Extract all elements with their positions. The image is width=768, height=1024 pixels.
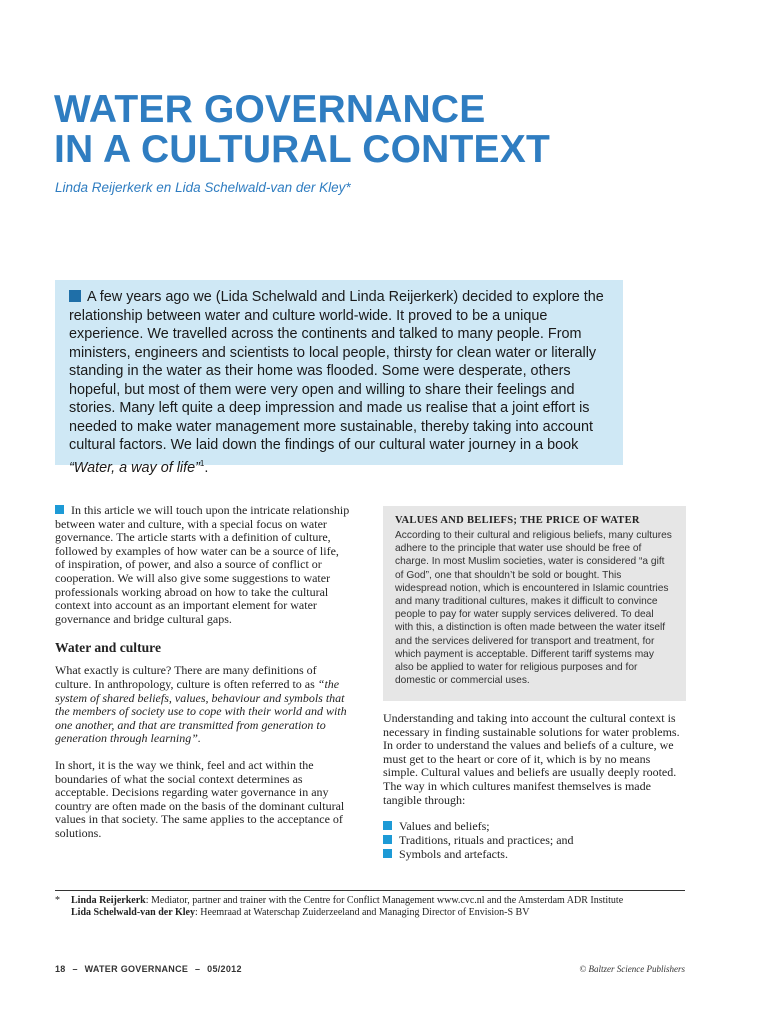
square-bullet-icon [55, 505, 64, 514]
left-paragraph-2: What exactly is culture? There are many definitions of culture. In anthropology, culture is often referred to as “the system of shared beliefs, values, behaviour and symbols that the members of society use to cope with their world and with one another, and that are transmitted from generation to generation through learning”. [55, 663, 347, 746]
right-paragraph-1: Understanding and taking into account the cultural context is necessary in finding sustainable solutions for water problems. In order to understand the values and beliefs of a culture, we must get to the heart or core of it, which is by no means simple. Cultural values and beliefs are usually deeply rooted. The way in which cultures manifest themselves is made tangible through: [383, 711, 680, 807]
square-bullet-icon [383, 835, 392, 844]
footnote-divider [55, 890, 685, 891]
left-column [55, 504, 350, 853]
square-bullet-icon [69, 290, 81, 302]
footnote [55, 895, 695, 920]
page-footer: 18 – WATER GOVERNANCE – 05/2012 [55, 964, 242, 974]
journal-name: WATER GOVERNANCE [84, 964, 189, 974]
sidebar-title: VALUES AND BELIEFS; THE PRICE OF WATER [395, 515, 640, 526]
author-name-2: Lida Schelwald-van der Kley [71, 907, 195, 919]
list-item: Symbols and artefacts. [383, 847, 683, 861]
sidebar-box [383, 506, 686, 701]
title-line-1: WATER GOVERNANCE [54, 88, 486, 131]
page-number: 18 [55, 964, 66, 974]
footnote-row-1: * Linda Reijerkerk: Mediator, partner and trainer with the Centre for Conflict Management www.cvc.nl and the Amsterdam ADR Institute [55, 895, 624, 906]
issue-number: 05/2012 [207, 964, 242, 974]
author-name-1: Linda Reijerkerk [71, 895, 146, 906]
footnote-row-2: Lida Schelwald-van der Kley: Heemraad at Waterschap Zuiderzeeland and Managing Director of Envision-S BV [71, 907, 530, 919]
authors: Linda Reijerkerk en Lida Schelwald-van der Kley* [55, 180, 351, 195]
intro-text: A few years ago we (Lida Schelwald and Linda Reijerkerk) decided to explore the relationship between water and culture world-wide. It proved to be a unique experience. We travelled across the continents and talked to many people. From ministers, engineers and scientists to local people, thirsty for clean water or literally standing in the water as their home was flooded. Some were desperate, others hopeful, but most of them were very open and willing to share their feelings and stories. Many left quite a deep impression and made us realise that a joint effort is needed to make water management more sustainable, thereby taking into account cultural factors. We laid down the findings of our cultural water journey in a book [69, 289, 604, 453]
left-paragraph-3: In short, it is the way we think, feel and act within the boundaries of what the social context determines as acceptable. Decisions regarding water governance in any country are often made on the basis of the dominant cultural values in that society. The same applies to the acceptance of solutions. [55, 757, 345, 840]
book-title: “Water, a way of life” [69, 459, 200, 476]
publisher-credit: © Baltzer Science Publishers [579, 964, 685, 974]
title-line-2: IN A CULTURAL CONTEXT [54, 128, 551, 171]
sidebar-body: According to their cultural and religious beliefs, many cultures adhere to the principle that water use should be free of charge. In most Muslim societies, water is considered “a gift of God”, one that shouldn’t be sold or bought. This widespread notion, which is encountered in Islamic countries and many traditional cultures, makes it difficult to convince people to pay for water supply services delivered. To deal with this, a distinction is often made between the water itself and the services delivered for transport and treatment, for which payment is acceptable. Different tariff systems may also be applied to water for religious purposes and for domestic or commercial uses. [395, 530, 672, 687]
section-heading: Water and culture [55, 640, 161, 656]
list-item: Values and beliefs; [383, 819, 683, 833]
intro-end: . [204, 459, 209, 476]
footnote-mark: * [55, 895, 60, 906]
intro-box [55, 280, 623, 476]
right-column [383, 712, 683, 861]
square-bullet-icon [383, 849, 392, 858]
square-bullet-icon [383, 821, 392, 830]
culture-definition-quote: “the system of shared beliefs, values, behaviour and symbols that the members of society use to cope with their world and with one another, and that are transmitted from generation to generation through learning”. [55, 676, 347, 746]
article-title [54, 90, 734, 170]
bullet-list [383, 819, 683, 861]
list-item: Traditions, rituals and practices; and [383, 833, 683, 847]
footnote-ref: 1 [199, 458, 205, 468]
left-paragraph-1: In this article we will touch upon the intricate relationship between water and culture, with a special focus on water governance. The article starts with a definition of culture, followed by examples of how water can be a source of life, of inspiration, of power, and also a source of conflict or cooperation. We will also give some suggestions to water professionals working abroad on how to take the cultural context into account as an important element for water governance and bridge cultural gaps. [55, 503, 350, 626]
